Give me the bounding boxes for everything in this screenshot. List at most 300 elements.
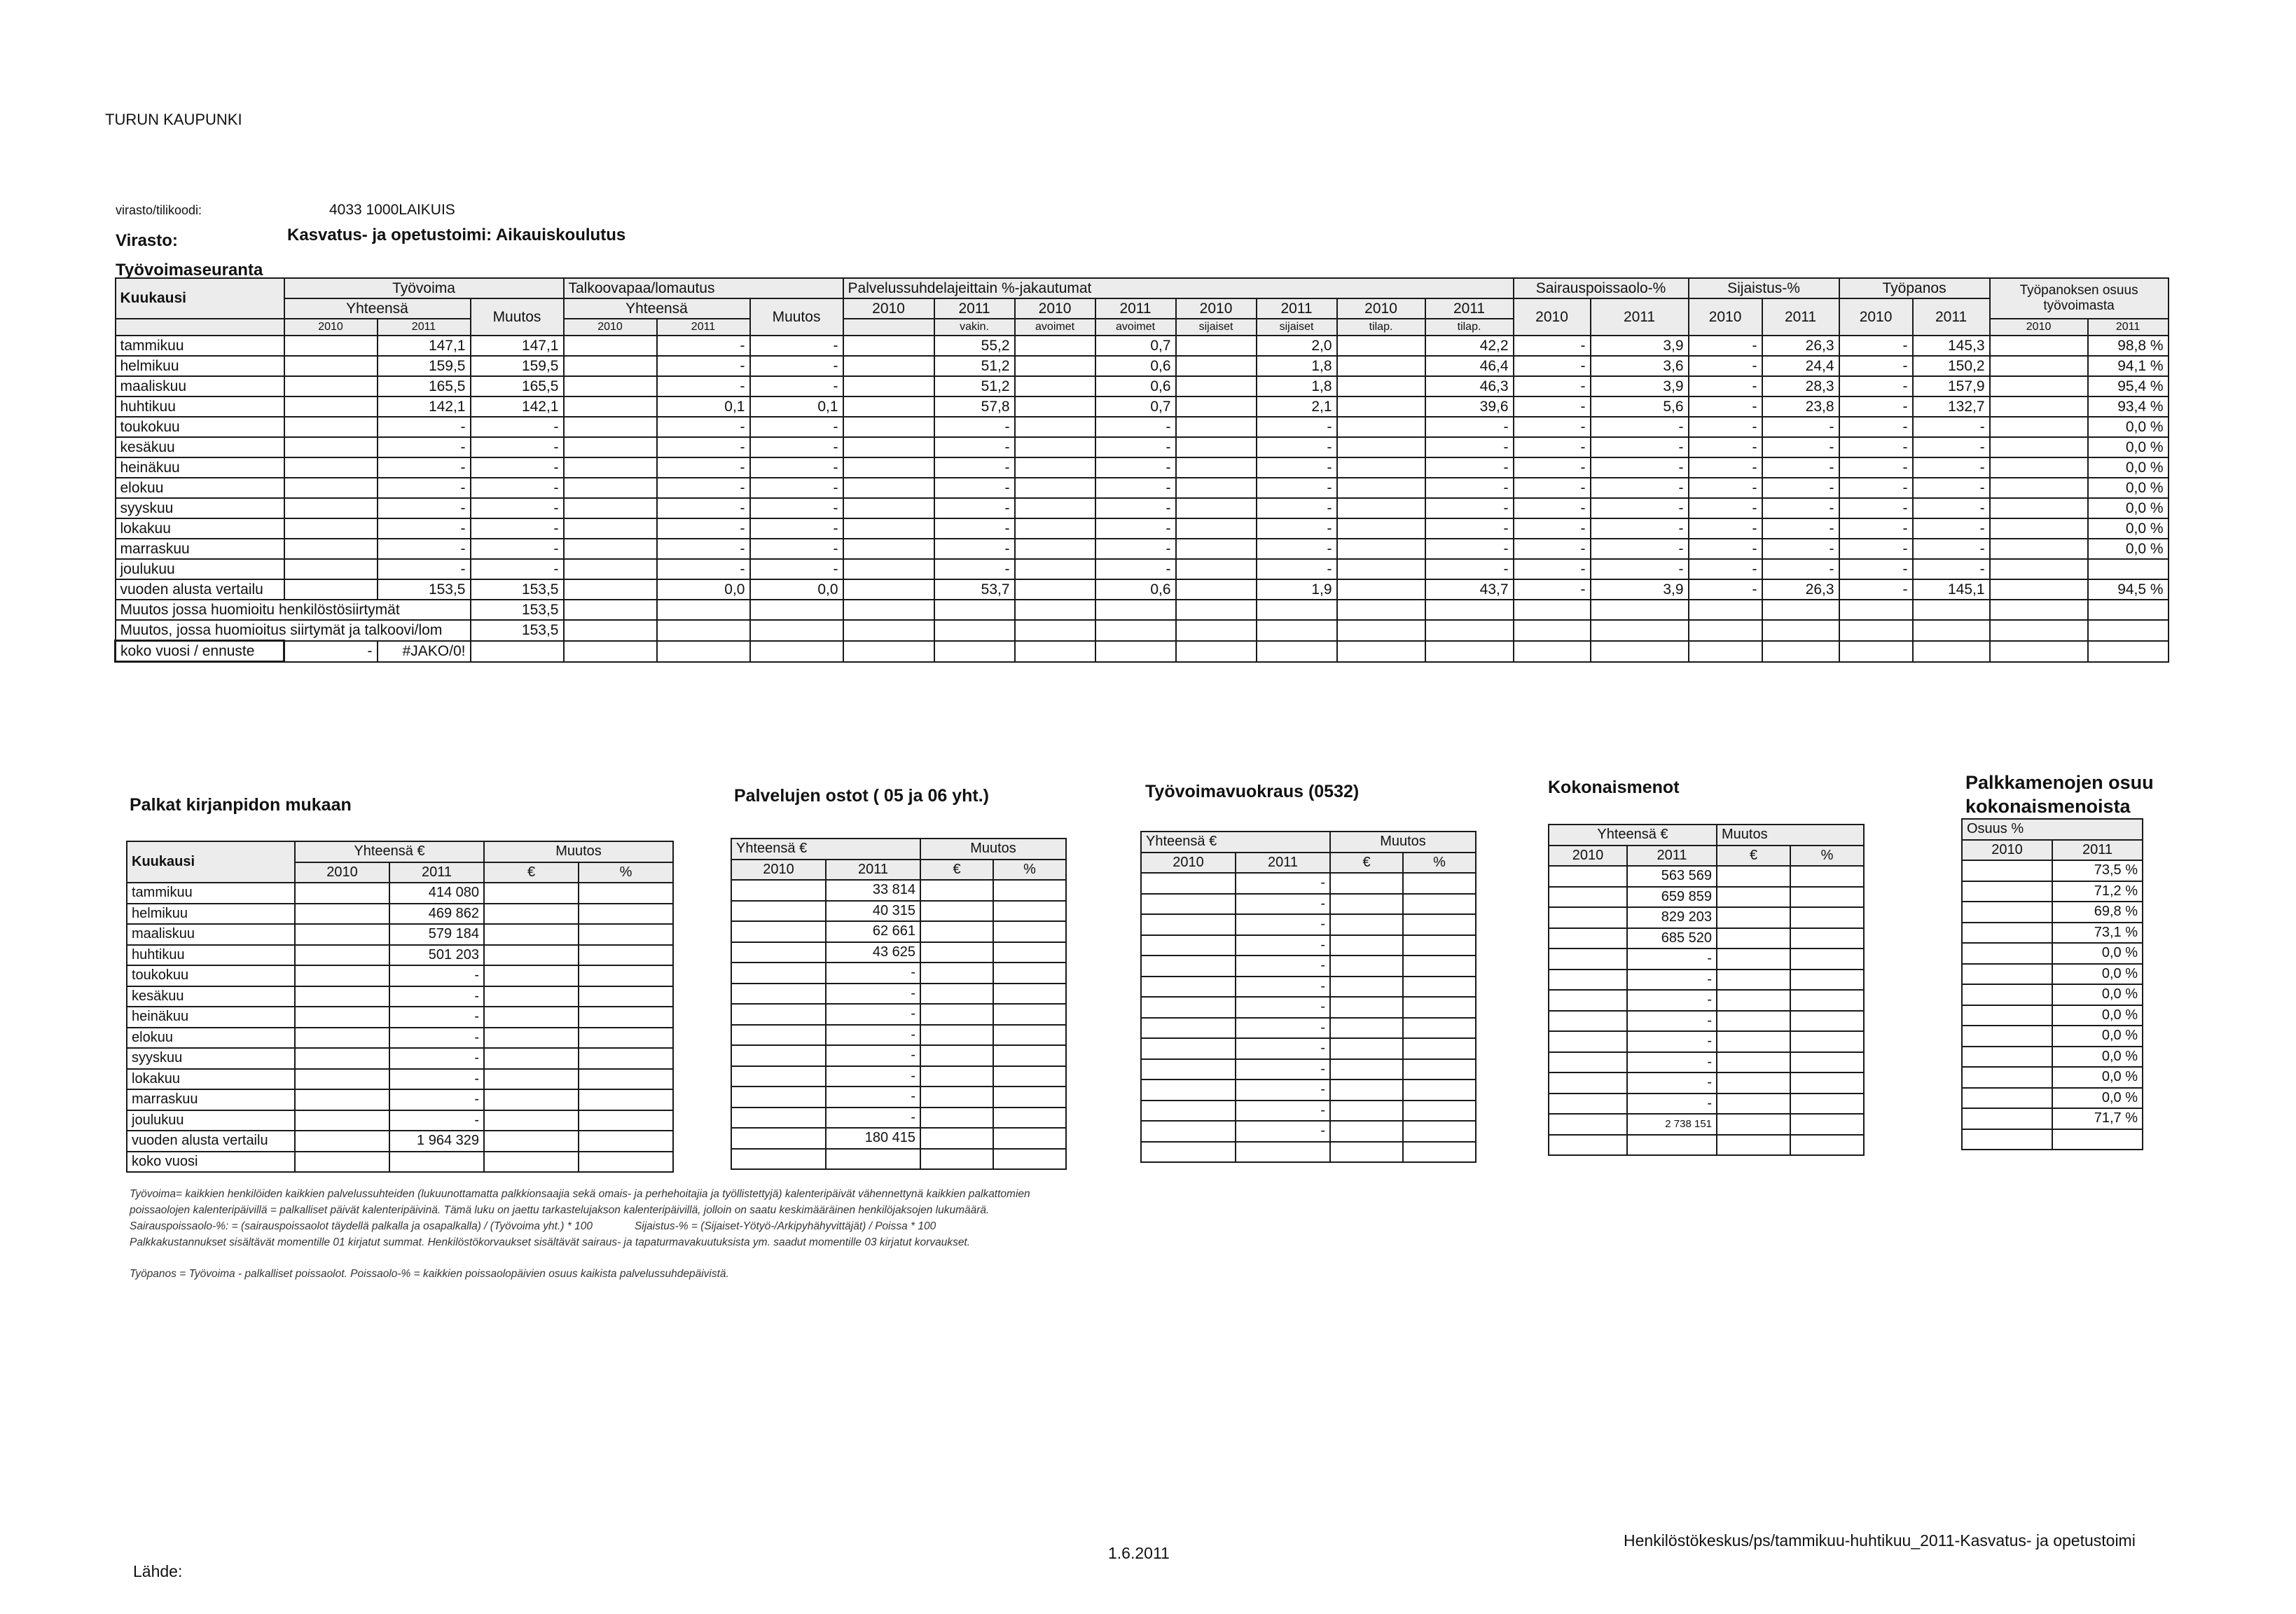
forecast-v1: - (284, 641, 378, 662)
staffing-row (1141, 1038, 1476, 1059)
sijaistus-2010-cell: - (1689, 396, 1762, 417)
month-row (116, 457, 2169, 478)
salary-2010 (295, 904, 389, 925)
vakin-2011-cell: 57,8 (934, 396, 1015, 417)
salary-2011: - (389, 1028, 484, 1049)
tyovoima-muutos-cell: - (471, 437, 564, 457)
salary-2010 (295, 986, 389, 1007)
tilap-2011-cell: 46,4 (1425, 356, 1514, 376)
services-row (731, 942, 1066, 963)
total_costs-row (1549, 928, 1864, 949)
osuus-2011-cell: 0,0 % (2088, 478, 2169, 498)
empty-cell (1257, 620, 1337, 641)
empty-cell (750, 620, 843, 641)
col-sijaistus-2010: 2010 (1689, 298, 1762, 336)
empty-cell (2088, 641, 2169, 662)
empty-cell (920, 1149, 993, 1170)
vakin-2010-cell (843, 579, 934, 600)
tilap-2011-cell: 42,2 (1425, 336, 1514, 356)
share-2011: 69,8 % (2052, 902, 2143, 923)
empty-2010-a (284, 579, 378, 600)
month-label: vuoden alusta vertailu (116, 579, 284, 600)
talkoo-2010-cell (564, 417, 657, 437)
salary-2010 (295, 924, 389, 945)
services-change-eur (920, 1045, 993, 1066)
services-change-eur (920, 942, 993, 963)
empty-cell (579, 1131, 673, 1152)
salary-row (127, 1069, 673, 1090)
sijaistus-2011-cell: 23,8 (1762, 396, 1839, 417)
avoimet-2010-cell (1015, 417, 1095, 437)
avoimet-2010-cell (1015, 336, 1095, 356)
sub-avoimet-2011: avoimet (1095, 319, 1176, 336)
total-costs-col-2010: 2010 (1549, 846, 1627, 867)
vakin-2010-cell (843, 437, 934, 457)
sairaus-2011-cell: - (1591, 559, 1689, 579)
tyopanos-2010-cell: - (1839, 518, 1913, 539)
staffing-2010 (1141, 1038, 1236, 1059)
tilap-2011-cell: 39,6 (1425, 396, 1514, 417)
month-row (116, 559, 2169, 579)
total_costs-row (1549, 907, 1864, 928)
salary-change-eur (484, 1069, 579, 1090)
sairaus-2011-cell: 3,9 (1591, 579, 1689, 600)
salary-2010 (295, 1028, 389, 1049)
share-col-osuus: Osuus % (1962, 819, 2143, 840)
empty-cell (295, 1152, 389, 1173)
empty-cell (1176, 600, 1257, 620)
sijaistus-2010-cell: - (1689, 478, 1762, 498)
sub-vakin: vakin. (934, 319, 1015, 336)
extra-row-2 (116, 620, 2169, 641)
avoimet-2010-cell (1015, 559, 1095, 579)
osuus-2010-cell (1990, 417, 2088, 437)
salary-2010 (295, 945, 389, 966)
osuus-2010-cell (1990, 376, 2088, 396)
osuus-2011-cell: 0,0 % (2088, 518, 2169, 539)
avoimet-2011-cell: - (1095, 417, 1176, 437)
total_costs-2010 (1549, 907, 1627, 928)
share-row (1962, 1047, 2143, 1068)
extra-row-1-value: 153,5 (471, 600, 564, 620)
avoimet-2010-cell (1015, 518, 1095, 539)
vakin-2010-cell (843, 457, 934, 478)
sairaus-2011-cell: - (1591, 417, 1689, 437)
tyovoima-2011-cell: - (378, 559, 471, 579)
total_costs-change-pct (1790, 907, 1864, 928)
sijaiset-2010-cell (1176, 437, 1257, 457)
footnote-2: poissaolojen kalenteripäivillä = palkalliset päivät kalenteripäivinä. Tämä luku on jaettu tarkastelujakson kalenteripäivillä, jolloin on saatu keskimääräinen henkilöjaksojen lukumäärä. (130, 1204, 990, 1216)
empty-cell (657, 620, 750, 641)
empty-2010-a (284, 437, 378, 457)
tyovoima-muutos-cell: - (471, 498, 564, 518)
salary-row (127, 1048, 673, 1069)
sijaistus-2010-cell: - (1689, 376, 1762, 396)
salary-row (127, 883, 673, 904)
sijaistus-2010-cell: - (1689, 579, 1762, 600)
salary-change-pct (579, 883, 673, 904)
sijaistus-2011-cell: 26,3 (1762, 336, 1839, 356)
tyopanos-2010-cell: - (1839, 417, 1913, 437)
empty-cell (934, 620, 1015, 641)
empty-cell (1257, 600, 1337, 620)
sijaistus-2010-cell: - (1689, 336, 1762, 356)
empty-cell (579, 1152, 673, 1173)
services-2010 (731, 1066, 826, 1087)
extra-row-1 (116, 600, 2169, 620)
staffing-2010 (1141, 1080, 1236, 1101)
avoimet-2010-cell (1015, 356, 1095, 376)
col-sairaus-2010: 2010 (1514, 298, 1591, 336)
salary-row (127, 1089, 673, 1110)
salary-total-2010 (295, 1131, 389, 1152)
empty-cell (1591, 620, 1689, 641)
empty-cell (1790, 1114, 1864, 1135)
sijaiset-2011-cell: - (1257, 559, 1337, 579)
month-label: syyskuu (116, 498, 284, 518)
sairaus-2011-cell: - (1591, 457, 1689, 478)
talkoo-2010-cell (564, 518, 657, 539)
tyopanos-2011-cell: 157,9 (1913, 376, 1990, 396)
salary-2010 (295, 1007, 389, 1028)
vakin-2010-cell (843, 518, 934, 539)
services-change-pct (993, 921, 1066, 942)
share-total-2011: 71,7 % (2052, 1108, 2143, 1129)
talkoo-muutos-cell: - (750, 336, 843, 356)
total_costs-2010 (1549, 1011, 1627, 1032)
sijaiset-2010-cell (1176, 559, 1257, 579)
total_costs-row (1549, 1011, 1864, 1032)
staffing-row (1141, 1101, 1476, 1122)
services-2011: - (826, 1087, 920, 1108)
total_costs-2010 (1549, 990, 1627, 1011)
month-row (116, 518, 2169, 539)
empty-cell (826, 1149, 920, 1170)
avoimet-2011-cell: - (1095, 478, 1176, 498)
empty-cell (1962, 1129, 2052, 1150)
services-row (731, 1108, 1066, 1129)
total_costs-year-row (1549, 1135, 1864, 1156)
services-2011: - (826, 963, 920, 984)
share-2011: 0,0 % (2052, 1026, 2143, 1047)
salary-change-pct (579, 1069, 673, 1090)
staffing-2011: - (1236, 894, 1330, 915)
services-2010 (731, 901, 826, 922)
empty-cell (1015, 600, 1095, 620)
salary-month: maaliskuu (127, 924, 295, 945)
sairaus-2010-cell: - (1514, 539, 1591, 559)
tyovoima-muutos-cell: - (471, 457, 564, 478)
talkoo-2010-cell (564, 336, 657, 356)
empty-cell (1425, 620, 1514, 641)
sijaiset-2010-cell (1176, 518, 1257, 539)
total_costs-change-eur (1717, 866, 1790, 887)
salaries-col-pct: % (579, 862, 673, 883)
staffing-change-pct (1403, 956, 1476, 977)
share-title-1: Palkkamenojen osuu (1965, 772, 2154, 793)
talkoo-2011-cell: - (657, 457, 750, 478)
tyopanos-2011-cell: - (1913, 498, 1990, 518)
staffing-2011: - (1236, 1018, 1330, 1039)
salary-month: toukokuu (127, 965, 295, 986)
vakin-2010-cell (843, 539, 934, 559)
empty-cell (1403, 1121, 1476, 1142)
services-total-2010 (731, 1128, 826, 1149)
talkoo-2011-cell: - (657, 518, 750, 539)
tyovoima-2011-cell: - (378, 518, 471, 539)
empty-cell (484, 1152, 579, 1173)
services-change-eur (920, 921, 993, 942)
total_costs-2011: - (1627, 1052, 1717, 1073)
salary-2010 (295, 1089, 389, 1110)
services-row (731, 984, 1066, 1005)
avoimet-2011-cell: - (1095, 498, 1176, 518)
share-row (1962, 943, 2143, 964)
salary-month: heinäkuu (127, 1007, 295, 1028)
month-row (116, 396, 2169, 417)
talkoo-muutos-cell: - (750, 417, 843, 437)
empty-cell (1689, 641, 1762, 662)
total_costs-2010 (1549, 1072, 1627, 1094)
services-change-eur (920, 963, 993, 984)
month-row (116, 356, 2169, 376)
talkoo-2010-cell (564, 396, 657, 417)
salary-2010 (295, 1048, 389, 1069)
empty-2010-a (284, 376, 378, 396)
total_costs-2010 (1549, 928, 1627, 949)
talkoo-muutos-cell: - (750, 376, 843, 396)
talkoo-muutos-cell: - (750, 518, 843, 539)
sairaus-2010-cell: - (1514, 498, 1591, 518)
avoimet-2010-cell (1015, 437, 1095, 457)
month-label: maaliskuu (116, 376, 284, 396)
salary-total-label: vuoden alusta vertailu (127, 1131, 295, 1152)
empty-cell (1337, 641, 1425, 662)
sub-avoimet: avoimet (1015, 319, 1095, 336)
services-row (731, 880, 1066, 901)
staffing-row (1141, 914, 1476, 935)
talkoo-2010-cell (564, 376, 657, 396)
total_costs-change-eur (1717, 907, 1790, 928)
total_costs-change-pct (1790, 866, 1864, 887)
tyopanos-2010-cell: - (1839, 437, 1913, 457)
staffing-change-eur (1330, 997, 1403, 1018)
staffing-change-eur (1330, 956, 1403, 977)
col-sijaistus-2011: 2011 (1762, 298, 1839, 336)
tilap-2010-cell (1337, 457, 1425, 478)
salary-2011: - (389, 1110, 484, 1131)
share-2010 (1962, 984, 2052, 1005)
section-title: Työvoimaseuranta (116, 261, 263, 280)
month-label: elokuu (116, 478, 284, 498)
sijaiset-2010-cell (1176, 539, 1257, 559)
tilap-2011-cell: - (1425, 437, 1514, 457)
sairaus-2010-cell: - (1514, 559, 1591, 579)
salary-change-pct (579, 1110, 673, 1131)
empty-cell (564, 641, 657, 662)
tyovoima-muutos-cell: - (471, 518, 564, 539)
empty-cell (750, 641, 843, 662)
group-tyopanos: Työpanos (1839, 278, 1990, 298)
total_costs-2011: - (1627, 990, 1717, 1011)
total_costs-change-eur (1717, 1011, 1790, 1032)
total_costs-row (1549, 1052, 1864, 1073)
avoimet-2010-cell (1015, 396, 1095, 417)
staffing-2011: - (1236, 977, 1330, 998)
staffing-2011: - (1236, 935, 1330, 956)
tilap-2010-cell (1337, 559, 1425, 579)
month-label: marraskuu (116, 539, 284, 559)
talkoo-2010-cell (564, 579, 657, 600)
empty-cell (1591, 641, 1689, 662)
vakin-2011-cell: 51,2 (934, 356, 1015, 376)
total_costs-2010 (1549, 887, 1627, 908)
sijaistus-2011-cell: - (1762, 437, 1839, 457)
tilap-2011-cell: - (1425, 559, 1514, 579)
staffing-change-pct (1403, 1018, 1476, 1039)
osuus-2011-cell: 0,0 % (2088, 437, 2169, 457)
tyopanos-2010-cell: - (1839, 559, 1913, 579)
osuus-2011-cell: 0,0 % (2088, 498, 2169, 518)
share-2010 (1962, 902, 2052, 923)
tyovoima-muutos-cell: - (471, 539, 564, 559)
sairaus-2010-cell: - (1514, 396, 1591, 417)
col-tyovoima-2011: 2011 (378, 319, 471, 336)
osuus-2010-cell (1990, 498, 2088, 518)
empty-cell (1514, 641, 1591, 662)
extra-row-2-value: 153,5 (471, 620, 564, 641)
staffing-change-pct (1403, 1038, 1476, 1059)
share-col-2010: 2010 (1962, 840, 2052, 861)
services-change-eur (920, 901, 993, 922)
salary-2011: 579 184 (389, 924, 484, 945)
total_costs-2011: 659 859 (1627, 887, 1717, 908)
total-costs-col-yhteensa: Yhteensä € (1549, 825, 1717, 846)
share-row (1962, 984, 2143, 1005)
tyopanos-2010-cell: - (1839, 498, 1913, 518)
tilap-2011-cell: 46,3 (1425, 376, 1514, 396)
footnote-1: Työvoima= kaikkien henkilöiden kaikkien palvelussuhteiden (lukuunottamatta palkkionsaajia sekä omais- ja perhehoitajia ja työllistettyjä) kalenteripäivät vähennettynä kaikkien palkattomien (130, 1188, 1030, 1200)
salary-total-2011: 1 964 329 (389, 1131, 484, 1152)
empty-2010-a (284, 417, 378, 437)
empty-cell (934, 641, 1015, 662)
osuus-2011-cell: 98,8 % (2088, 336, 2169, 356)
sijaistus-2011-cell: - (1762, 539, 1839, 559)
osuus-2011-cell: 0,0 % (2088, 539, 2169, 559)
staffing-row (1141, 1018, 1476, 1039)
talkoo-muutos-cell: - (750, 559, 843, 579)
total-costs-col-eur: € (1717, 846, 1790, 867)
salary-row (127, 904, 673, 925)
total_costs-change-eur (1717, 1072, 1790, 1094)
empty-cell (843, 641, 934, 662)
tilap-2011-cell: - (1425, 457, 1514, 478)
month-row (116, 336, 2169, 356)
total_costs-change-eur (1717, 990, 1790, 1011)
empty-cell (1015, 641, 1095, 662)
salary-row (127, 1007, 673, 1028)
salary-2011: - (389, 1089, 484, 1110)
staffing-col-2011: 2011 (1236, 853, 1330, 874)
total_costs-change-pct (1790, 1011, 1864, 1032)
share-2011: 0,0 % (2052, 1005, 2143, 1026)
empty-cell (1337, 600, 1425, 620)
sairaus-2010-cell: - (1514, 376, 1591, 396)
avoimet-2011-cell: 0,7 (1095, 336, 1176, 356)
osuus-2011-cell: 94,1 % (2088, 356, 2169, 376)
total_costs-change-pct (1790, 1094, 1864, 1115)
empty-cell (1095, 620, 1176, 641)
avoimet-2011-cell: - (1095, 457, 1176, 478)
workforce-table (114, 277, 2169, 663)
vakin-2010-cell (843, 417, 934, 437)
talkoo-muutos-cell: - (750, 539, 843, 559)
total_costs-2011: - (1627, 1031, 1717, 1052)
salary-row (127, 1028, 673, 1049)
osuus-2010-cell (1990, 437, 2088, 457)
salary-change-pct (579, 1048, 673, 1069)
sijaiset-2010-cell (1176, 478, 1257, 498)
total_costs-2010 (1549, 949, 1627, 970)
sijaiset-2010-cell (1176, 376, 1257, 396)
staffing-change-eur (1330, 977, 1403, 998)
talkoo-muutos-cell: 0,0 (750, 579, 843, 600)
empty-cell (1762, 620, 1839, 641)
salary-2011: - (389, 1069, 484, 1090)
empty-2010-a (284, 457, 378, 478)
salary-change-pct (579, 904, 673, 925)
total_costs-change-eur (1717, 887, 1790, 908)
share-2010 (1962, 860, 2052, 881)
salary-2010 (295, 1069, 389, 1090)
tyovoima-muutos-cell: 142,1 (471, 396, 564, 417)
empty-cell (934, 600, 1015, 620)
share-2011: 0,0 % (2052, 1047, 2143, 1068)
col-tyovoima-yhteensa: Yhteensä (284, 298, 471, 319)
tilap-2011-cell: - (1425, 498, 1514, 518)
sairaus-2010-cell: - (1514, 356, 1591, 376)
tilap-2011-cell: - (1425, 539, 1514, 559)
sijaistus-2011-cell: - (1762, 478, 1839, 498)
empty-cell (564, 620, 657, 641)
salary-row (127, 945, 673, 966)
talkoo-2011-cell: - (657, 478, 750, 498)
services-change-pct (993, 984, 1066, 1005)
empty-cell (389, 1152, 484, 1173)
total_costs-change-eur (1717, 1094, 1790, 1115)
staffing-2011: - (1236, 1038, 1330, 1059)
tyopanos-2011-cell: - (1913, 437, 1990, 457)
col-osuus-2011: 2011 (2088, 319, 2169, 336)
footnote-3b: Sijaistus-% = (Sijaiset-Yötyö-/Arkipyhähyvittäjät) / Poissa * 100 (634, 1220, 936, 1232)
tyovoima-2011-cell: 147,1 (378, 336, 471, 356)
empty-cell (731, 1149, 826, 1170)
services-2011: - (826, 1025, 920, 1046)
total-costs-col-muutos: Muutos (1717, 825, 1864, 846)
salary-year-row (127, 1152, 673, 1173)
staffing-2010 (1141, 997, 1236, 1018)
office-value: Kasvatus- ja opetustoimi: Aikauiskoulutus (287, 226, 626, 244)
month-row (116, 498, 2169, 518)
empty-cell (1627, 1135, 1717, 1156)
staffing-change-eur (1330, 894, 1403, 915)
total_costs-row (1549, 887, 1864, 908)
sijaiset-2010-cell (1176, 396, 1257, 417)
total_costs-2011: - (1627, 970, 1717, 991)
staffing-row (1141, 935, 1476, 956)
sijaistus-2010-cell: - (1689, 518, 1762, 539)
vakin-2011-cell: - (934, 417, 1015, 437)
